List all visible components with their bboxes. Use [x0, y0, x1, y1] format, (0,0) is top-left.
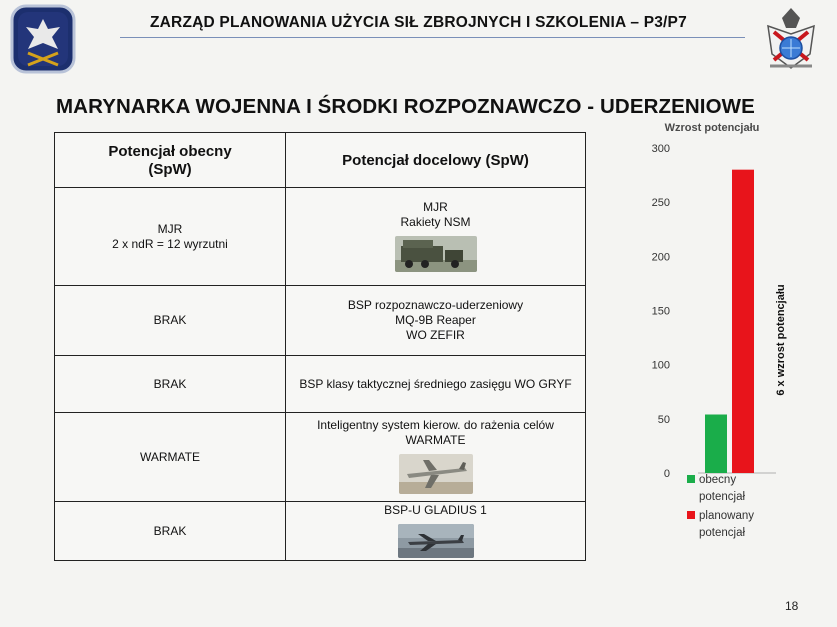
current-text: WARMATE — [140, 449, 200, 464]
bar-planned — [732, 170, 754, 473]
header-current-potential — [55, 133, 286, 188]
bar-series — [705, 170, 754, 473]
current-text: 2 x ndR = 12 wyrzutni — [112, 236, 228, 251]
target-cell — [286, 188, 586, 286]
table-row — [55, 502, 586, 561]
y-tick-label: 100 — [651, 359, 670, 372]
target-text: WARMATE — [405, 433, 466, 447]
y-tick-label: 300 — [651, 143, 670, 155]
growth-annotation: 6 x wzrost potencjału — [775, 284, 787, 396]
table-row — [55, 286, 586, 356]
target-cell — [286, 502, 586, 561]
current-text: BRAK — [153, 313, 187, 327]
y-axis-ticks — [652, 143, 670, 480]
legend-label: potencjał — [699, 527, 746, 539]
current-text: MJR — [157, 221, 183, 236]
current-cell — [55, 356, 286, 413]
current-cell — [55, 188, 286, 286]
legend-label: obecny — [699, 474, 737, 486]
current-cell — [55, 413, 286, 502]
table-row — [55, 188, 586, 286]
target-text: MQ-9B Reaper — [395, 313, 476, 327]
launcher-vehicle-image — [395, 236, 477, 272]
page-number: 18 — [785, 599, 799, 613]
table-header-row — [55, 133, 586, 188]
header-divider — [120, 37, 745, 38]
capability-table — [54, 132, 586, 561]
command-emblem-right — [756, 4, 826, 76]
y-tick-label: 200 — [651, 251, 670, 264]
target-text: MJR — [423, 199, 448, 214]
legend-label: planowany — [699, 510, 754, 522]
header-current-line1: Potencjał obecny — [108, 142, 232, 160]
target-text: BSP-U GLADIUS 1 — [384, 502, 487, 517]
target-cell — [286, 413, 586, 502]
header-target-label: Potencjał docelowy (SpW) — [342, 151, 529, 169]
current-text: BRAK — [153, 523, 187, 538]
header-title: ZARZĄD PLANOWANIA UŻYCIA SIŁ ZBROJNYCH I SZKOLENIA – P3/P7 — [150, 14, 687, 31]
slide-title: MARYNARKA WOJENNA I ŚRODKI ROZPOZNAWCZO - UDERZENIOWE — [56, 95, 755, 118]
chart-legend — [687, 474, 754, 539]
target-cell — [286, 286, 586, 356]
bar-current — [705, 415, 727, 474]
uav-photo-image — [398, 524, 474, 558]
target-text: WO ZEFIR — [406, 328, 465, 342]
y-tick-label: 0 — [663, 468, 670, 480]
legend-label: potencjał — [699, 491, 746, 503]
target-text: Inteligentny system kierow. do rażenia celów — [317, 418, 554, 432]
header-target-potential — [286, 133, 586, 188]
unit-emblem-left — [8, 3, 78, 77]
target-text: BSP klasy taktycznej średniego zasięgu WO GRYF — [299, 376, 572, 391]
legend-swatch — [687, 475, 695, 483]
current-text: BRAK — [153, 376, 187, 391]
loitering-munition-image — [399, 454, 473, 494]
chart-title: Wzrost potencjału — [664, 122, 760, 134]
y-tick-label: 250 — [651, 197, 670, 210]
y-tick-label: 150 — [651, 305, 670, 318]
target-text: BSP rozpoznawczo-uderzeniowy — [347, 298, 524, 312]
table-row — [55, 413, 586, 502]
header-current-line2: (SpW) — [148, 160, 192, 178]
target-text: Rakiety NSM — [400, 214, 471, 229]
table-row — [55, 356, 586, 413]
current-cell — [55, 286, 286, 356]
target-cell — [286, 356, 586, 413]
potential-growth-chart — [600, 115, 830, 550]
current-cell — [55, 502, 286, 561]
y-tick-label: 50 — [657, 413, 670, 426]
legend-swatch — [687, 511, 695, 519]
